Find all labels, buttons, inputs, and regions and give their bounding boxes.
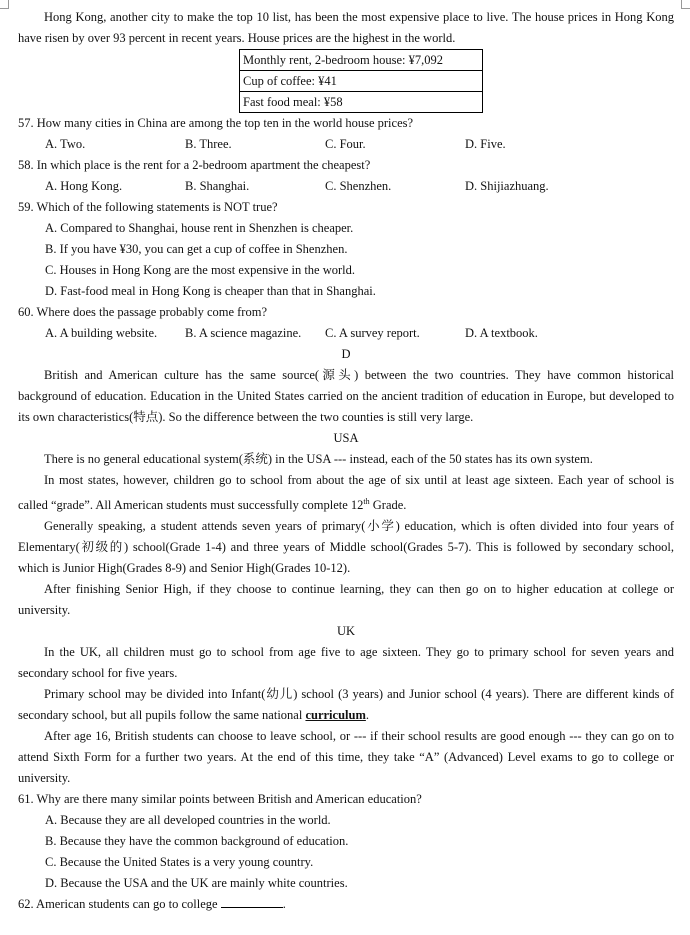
question-62 bbox=[18, 894, 674, 915]
page-corner-mark bbox=[0, 0, 9, 9]
question-57-options bbox=[18, 134, 674, 155]
uk-paragraph-2-end: . bbox=[365, 708, 369, 723]
question-61-stem: 61. Why are there many similar points between British and American education? bbox=[18, 792, 422, 807]
usa-paragraph-4: After finishing Senior High, if they choose to continue learning, they can then go on to higher education at college or university. bbox=[18, 582, 674, 618]
question-60-options bbox=[18, 323, 674, 344]
option-b: B. If you have ¥30, you can get a cup of coffee in Shenzhen. bbox=[45, 242, 348, 256]
price-box-meal: Fast food meal: ¥58 bbox=[243, 95, 343, 109]
question-59-stem: 59. Which of the following statements is NOT true? bbox=[18, 200, 278, 214]
usa-paragraph-3: Generally speaking, a student attends seven years of primary(小学) education, which is often divided into four years of Elementary(初级的) school(Grade 1-4) and three years of Middle school(Grades 5-7). This is followed by secondary school, which is Junior High(Grades 8-9) and Senior High(Grades 10-12). bbox=[18, 519, 674, 576]
usa-paragraph-1: There is no general educational system(系统) in the USA --- instead, each of the 50 states has its own system. bbox=[44, 452, 593, 466]
option-a: A. Hong Kong. bbox=[45, 179, 123, 193]
usa-paragraph-2: In most states, however, children go to school from about the age of six until at least age sixteen. Each year of school is called “grade”. All American students must successfully complete 12th Grade. bbox=[18, 473, 674, 513]
price-box bbox=[239, 49, 483, 113]
option-a: A. A building website. bbox=[45, 326, 158, 340]
question-62-stem: 62. American students can go to college bbox=[18, 897, 218, 912]
question-57-stem: 57. How many cities in China are among the top ten in the world house prices? bbox=[18, 116, 414, 130]
page-corner-mark bbox=[681, 0, 690, 9]
underlined-word: curriculum bbox=[305, 708, 366, 723]
option-d: D. Because the USA and the UK are mainly white countries. bbox=[45, 876, 348, 891]
option-d: D. Fast-food meal in Hong Kong is cheaper than that in Shanghai. bbox=[45, 284, 376, 298]
usa-heading: USA bbox=[333, 431, 359, 445]
question-62-end: . bbox=[282, 897, 286, 912]
uk-paragraph-3: After age 16, British students can choose to leave school, or --- if their school results are good enough --- they can go on to attend Sixth Form for a further two years. At the end of this time, they take “A” (Advanced) Level exams to go to college or university. bbox=[18, 729, 674, 786]
price-box-coffee: Cup of coffee: ¥41 bbox=[240, 71, 482, 92]
option-a: A. Compared to Shanghai, house rent in Shenzhen is cheaper. bbox=[45, 221, 354, 235]
option-c: C. Four. bbox=[325, 137, 366, 151]
option-b: B. A science magazine. bbox=[185, 326, 302, 340]
uk-paragraph-1: In the UK, all children must go to school from age five to age sixteen. They go to primary school for seven years and secondary school for five years. bbox=[18, 645, 674, 681]
section-d-heading: D bbox=[341, 347, 351, 361]
document-page bbox=[18, 7, 674, 915]
question-58-options bbox=[18, 176, 674, 197]
price-box-rent: Monthly rent, 2-bedroom house: ¥7,092 bbox=[240, 50, 482, 71]
option-a: A. Because they are all developed countries in the world. bbox=[45, 813, 331, 828]
section-d-paragraph: British and American culture has the same source(源头) between the two countries. They have common historical background of education. Education in the United States carried on the ancient tradition of education in Europe, but developed to its own characteristics(特点). So the difference between the two counties is still very large. bbox=[18, 368, 674, 424]
option-c: C. Houses in Hong Kong are the most expensive in the world. bbox=[45, 263, 356, 277]
uk-paragraph-2-text: Primary school may be divided into Infant(幼儿) school (3 years) and Junior school (4 years). There are different kinds of secondary school, but all pupils follow the same national bbox=[18, 687, 674, 723]
option-d: D. Five. bbox=[465, 137, 506, 151]
option-c: C. A survey report. bbox=[325, 326, 420, 340]
uk-heading: UK bbox=[336, 624, 356, 639]
ordinal-suffix: th bbox=[363, 497, 370, 506]
option-b: B. Because they have the common background of education. bbox=[45, 834, 349, 849]
option-d: D. A textbook. bbox=[465, 326, 538, 340]
option-b: B. Three. bbox=[185, 137, 232, 151]
option-a: A. Two. bbox=[45, 137, 86, 151]
question-60-stem: 60. Where does the passage probably come from? bbox=[18, 305, 267, 319]
option-b: B. Shanghai. bbox=[185, 179, 250, 193]
uk-paragraph-2 bbox=[18, 684, 674, 726]
question-58-stem: 58. In which place is the rent for a 2-bedroom apartment the cheapest? bbox=[18, 158, 371, 172]
option-d: D. Shijiazhuang. bbox=[465, 179, 549, 193]
option-c: C. Because the United States is a very young country. bbox=[45, 855, 314, 870]
option-c: C. Shenzhen. bbox=[325, 179, 392, 193]
answer-blank bbox=[221, 895, 283, 908]
intro-paragraph: Hong Kong, another city to make the top 10 list, has been the most expensive place to live. The house prices in Hong Kong have risen by over 93 percent in recent years. House prices are the highest in the world. bbox=[18, 10, 674, 45]
